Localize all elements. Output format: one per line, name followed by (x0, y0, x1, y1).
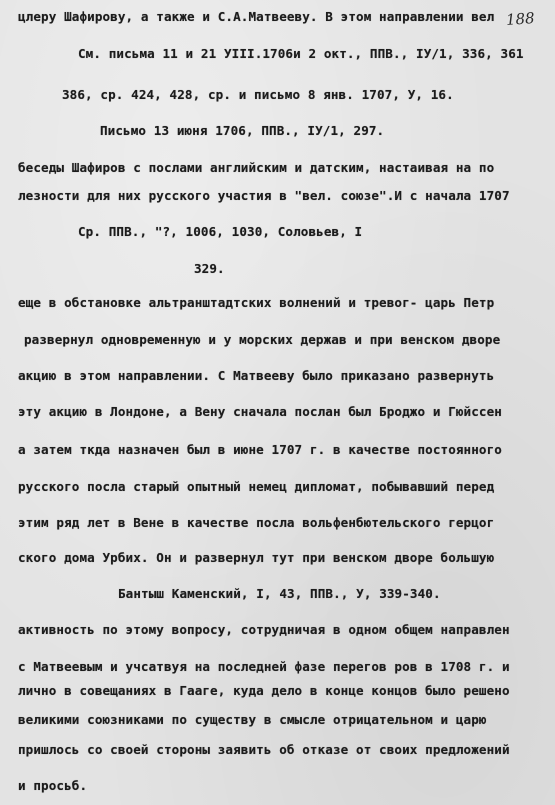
footnote-line-3: Письмо 13 июня 1706, ППВ., IУ/1, 297. (100, 123, 385, 138)
text-line-7: эту акцию в Лондоне, а Вену сначала послан был Броджо и Гюйссен (18, 404, 502, 419)
footnote-line-4: Ср. ППВ., "?, 1006, 1030, Соловьев, I (78, 224, 363, 239)
text-line-4: еще в обстановке альтранштадтских волнений и тревог- царь Петр (18, 295, 495, 310)
footnote-line-2: 386, ср. 424, 428, ср. и письмо 8 янв. 1707, У, 16. (62, 87, 454, 102)
page-number: 188 (505, 9, 536, 29)
text-line-9: русского посла старый опытный немец дипломат, побывавший перед (18, 479, 495, 494)
text-line-3: лезности для них русского участия в "вел. союзе".И с начала 1707 (18, 188, 510, 203)
text-line-6: акцию в этом направлении. С Матвееву было приказано развернуть (18, 368, 495, 383)
footnote-line-5: 329. (194, 261, 225, 276)
text-line-15: великими союзниками по существу в смысле отрицательном и царю (18, 712, 487, 727)
text-line-5: развернул одновременную и у морских держав и при венском дворе (24, 332, 501, 347)
text-line-13: с Матвеевым и учсатвуя на последней фазе перегов ров в 1708 г. и (18, 659, 510, 674)
text-line-8: а затем ткда назначен был в июне 1707 г. в качестве постоянного (18, 442, 502, 457)
text-line-2: беседы Шафиров с послами английским и датским, настаивая на по (18, 160, 495, 175)
footnote-line-6: Бантыш Каменский, I, 43, ППВ., У, 339-340. (118, 586, 441, 601)
text-line-16: пришлось со своей стороны заявить об отказе от своих предложений (18, 742, 510, 757)
text-line-1: цлеру Шафирову, а также и С.А.Матвееву. В этом направлении вел (18, 9, 495, 24)
text-line-17: и просьб. (18, 778, 88, 793)
text-line-12: активность по этому вопросу, сотрудничая в одном общем направлен (18, 622, 510, 637)
text-line-14: лично в совещаниях в Гааге, куда дело в конце концов было решено (18, 683, 510, 698)
footnote-line-1: См. письма 11 и 21 УIII.1706и 2 окт., ППВ., IУ/1, 336, 361 (78, 46, 524, 61)
text-line-11: ского дома Урбих. Он и развернул тут при венском дворе большую (18, 550, 495, 565)
text-line-10: этим ряд лет в Вене в качестве посла вольфенбютельского герцог (18, 515, 495, 530)
